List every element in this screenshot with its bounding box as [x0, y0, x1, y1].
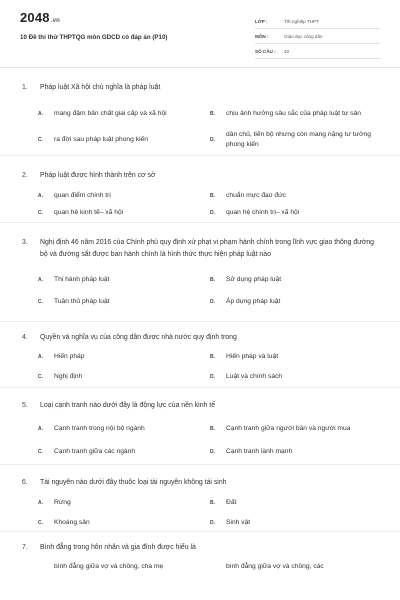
- answer-option[interactable]: [210, 291, 382, 313]
- answer-text: bình đẳng giữa vợ và chồng, cha mẹ: [54, 563, 164, 570]
- question-6: [0, 465, 400, 532]
- answer-text: dân chủ, tiến bộ nhưng còn mang nặng tư tưởng phong kiến: [226, 131, 371, 148]
- logo-suffix: .vn: [50, 18, 61, 24]
- answer-group: [0, 187, 400, 221]
- answer-text: Cạnh tranh giữa các ngành: [54, 448, 136, 455]
- answer-letter: A.: [38, 111, 43, 117]
- question-number: 4.: [22, 334, 28, 341]
- answer-letter: D.: [210, 299, 215, 305]
- answer-text: Tuân thủ pháp luật: [54, 298, 110, 305]
- answer-option[interactable]: [210, 513, 382, 533]
- answer-text: Thi hành pháp luật: [54, 276, 110, 283]
- exam-title: 10 Đề thi thử THPTQG môn GDCD có đáp án (P10): [20, 34, 168, 41]
- answer-text: ra đời sau pháp luật phong kiến: [54, 136, 148, 143]
- answer-option[interactable]: [38, 204, 210, 221]
- answer-text: Nghị định: [54, 373, 83, 380]
- answer-letter: D.: [210, 374, 215, 380]
- answer-group: [0, 416, 400, 462]
- answer-letter: A.: [38, 192, 43, 199]
- answer-group: [0, 347, 400, 387]
- answer-option[interactable]: [38, 102, 210, 126]
- answer-option[interactable]: [38, 367, 210, 387]
- question-text: [0, 477, 400, 489]
- question-2: [0, 156, 400, 223]
- answer-group: [0, 493, 400, 533]
- answer-text: mang đậm bản chất giai cấp và xã hội: [54, 110, 167, 117]
- answer-text: Áp dụng pháp luật: [226, 298, 281, 305]
- question-1: [0, 68, 400, 156]
- answer-option[interactable]: [38, 416, 210, 442]
- question-stem: Quyền và nghĩa vụ của công dân được nhà nước quy định trong: [40, 334, 237, 341]
- answer-text: quan điểm chính trị: [54, 191, 111, 199]
- answer-letter: D.: [210, 209, 215, 216]
- answer-option[interactable]: [210, 442, 382, 462]
- answer-letter: A.: [38, 500, 43, 506]
- question-number: 1.: [22, 84, 28, 91]
- question-number: 6.: [22, 479, 28, 486]
- question-stem: Nghị định 46 năm 2016 của Chính phủ quy định xử phạt vi phạm hành chính trong lĩnh vực giao thông đường bộ và đường sắt được ban hành chính là hình thức thực hiện pháp luật nào: [40, 239, 375, 258]
- answer-text: Hiến pháp và luật: [226, 353, 279, 360]
- answer-option[interactable]: [38, 513, 210, 533]
- logo-main: 2048: [20, 10, 50, 25]
- answer-option[interactable]: [38, 187, 210, 204]
- answer-text: quan hệ kinh tế– xã hội: [54, 208, 124, 216]
- answer-text: Khoáng sản: [54, 519, 90, 526]
- question-text: [0, 170, 400, 182]
- answer-text: Rừng: [54, 499, 71, 506]
- question-5: [0, 388, 400, 465]
- question-stem: Pháp luật được hình thành trên cơ sở: [40, 172, 156, 179]
- question-text: [0, 82, 400, 94]
- meta-label: SỐ CÂU :: [255, 48, 276, 54]
- answer-letter: B.: [210, 500, 215, 506]
- question-text: [0, 542, 400, 554]
- answer-letter: A.: [38, 426, 43, 432]
- answer-option[interactable]: [210, 269, 382, 291]
- question-3: [0, 223, 400, 322]
- question-stem: Loại cạnh tranh nào dưới đây là động lực của nền kinh tế: [40, 402, 216, 409]
- answer-option[interactable]: [210, 204, 382, 221]
- question-text: [0, 400, 400, 412]
- question-stem: Bình đẳng trong hôn nhân và gia đình được hiểu là: [40, 544, 196, 551]
- question-stem: Tài nguyên nào dưới đây thuộc loại tài nguyên không tái sinh: [40, 479, 227, 486]
- answer-letter: C.: [38, 449, 43, 455]
- answer-letter: A.: [38, 354, 43, 360]
- question-list: [0, 68, 400, 592]
- answer-option[interactable]: [210, 493, 382, 513]
- answer-letter: B.: [210, 111, 215, 117]
- question-number: 7.: [22, 544, 28, 551]
- meta-label: LỚP :: [255, 18, 268, 24]
- answer-text: Cạnh tranh giữa người bán và người mua: [226, 425, 351, 432]
- question-7: [0, 532, 400, 592]
- answer-letter: C.: [38, 520, 43, 526]
- answer-option[interactable]: [38, 562, 210, 582]
- question-text: [0, 332, 400, 344]
- answer-option[interactable]: [38, 128, 210, 152]
- meta-value: Giáo dục công dân: [284, 33, 323, 39]
- meta-row-class: [255, 14, 380, 29]
- exam-meta: [255, 14, 380, 59]
- answer-option[interactable]: [38, 493, 210, 513]
- answer-option[interactable]: [38, 269, 210, 291]
- answer-letter: D.: [210, 449, 215, 455]
- question-text: [0, 237, 400, 261]
- question-4: [0, 322, 400, 388]
- answer-text: chịu ảnh hưởng sâu sắc của pháp luật tư sản: [226, 110, 361, 117]
- answer-letter: A.: [38, 277, 43, 283]
- answer-text: quan hệ chính trị– xã hội: [226, 208, 300, 216]
- answer-text: Luật và chính sách: [226, 373, 283, 380]
- question-number: 2.: [22, 172, 28, 179]
- answer-text: Đất: [226, 499, 237, 506]
- answer-text: Cạnh tranh trong nội bộ ngành: [54, 425, 145, 432]
- answer-letter: C.: [38, 299, 43, 305]
- answer-option[interactable]: [210, 367, 382, 387]
- question-stem: Pháp luật Xã hội chủ nghĩa là pháp luật: [40, 84, 161, 91]
- answer-letter: C.: [38, 209, 43, 216]
- meta-row-subject: [255, 29, 380, 44]
- answer-option[interactable]: [210, 187, 382, 204]
- answer-text: chuẩn mực đạo đức: [226, 191, 286, 199]
- answer-option[interactable]: [38, 347, 210, 367]
- answer-group: [0, 269, 400, 313]
- answer-letter: C.: [38, 137, 43, 143]
- answer-option[interactable]: [210, 102, 382, 126]
- answer-option[interactable]: [210, 347, 382, 367]
- answer-text: Hiến pháp: [54, 353, 85, 360]
- meta-label: MÔN :: [255, 33, 269, 39]
- page-header: [0, 0, 400, 68]
- answer-option[interactable]: [38, 442, 210, 462]
- question-number: 5.: [22, 402, 28, 409]
- question-number: 3.: [22, 239, 28, 246]
- answer-letter: B.: [210, 192, 215, 199]
- answer-option[interactable]: [210, 416, 382, 442]
- meta-row-count: [255, 44, 380, 59]
- answer-letter: B.: [210, 354, 215, 360]
- meta-value: 40: [284, 48, 290, 54]
- answer-text: bình đẳng giữa vợ và chồng, các: [226, 563, 324, 570]
- answer-text: Sử dụng pháp luật: [226, 276, 282, 283]
- answer-letter: B.: [210, 277, 215, 283]
- answer-group: [0, 102, 400, 152]
- answer-letter: D.: [210, 520, 215, 526]
- site-logo[interactable]: [20, 10, 60, 25]
- answer-option[interactable]: [38, 291, 210, 313]
- answer-group: [0, 562, 400, 582]
- answer-option[interactable]: [210, 562, 382, 582]
- answer-letter: C.: [38, 374, 43, 380]
- meta-value: Tốt nghiệp THPT: [284, 18, 319, 24]
- answer-option[interactable]: [210, 128, 382, 152]
- answer-letter: D.: [210, 137, 215, 143]
- answer-letter: B.: [210, 426, 215, 432]
- answer-text: Sinh vật: [226, 519, 251, 526]
- answer-text: Cạnh tranh lành mạnh: [226, 448, 293, 455]
